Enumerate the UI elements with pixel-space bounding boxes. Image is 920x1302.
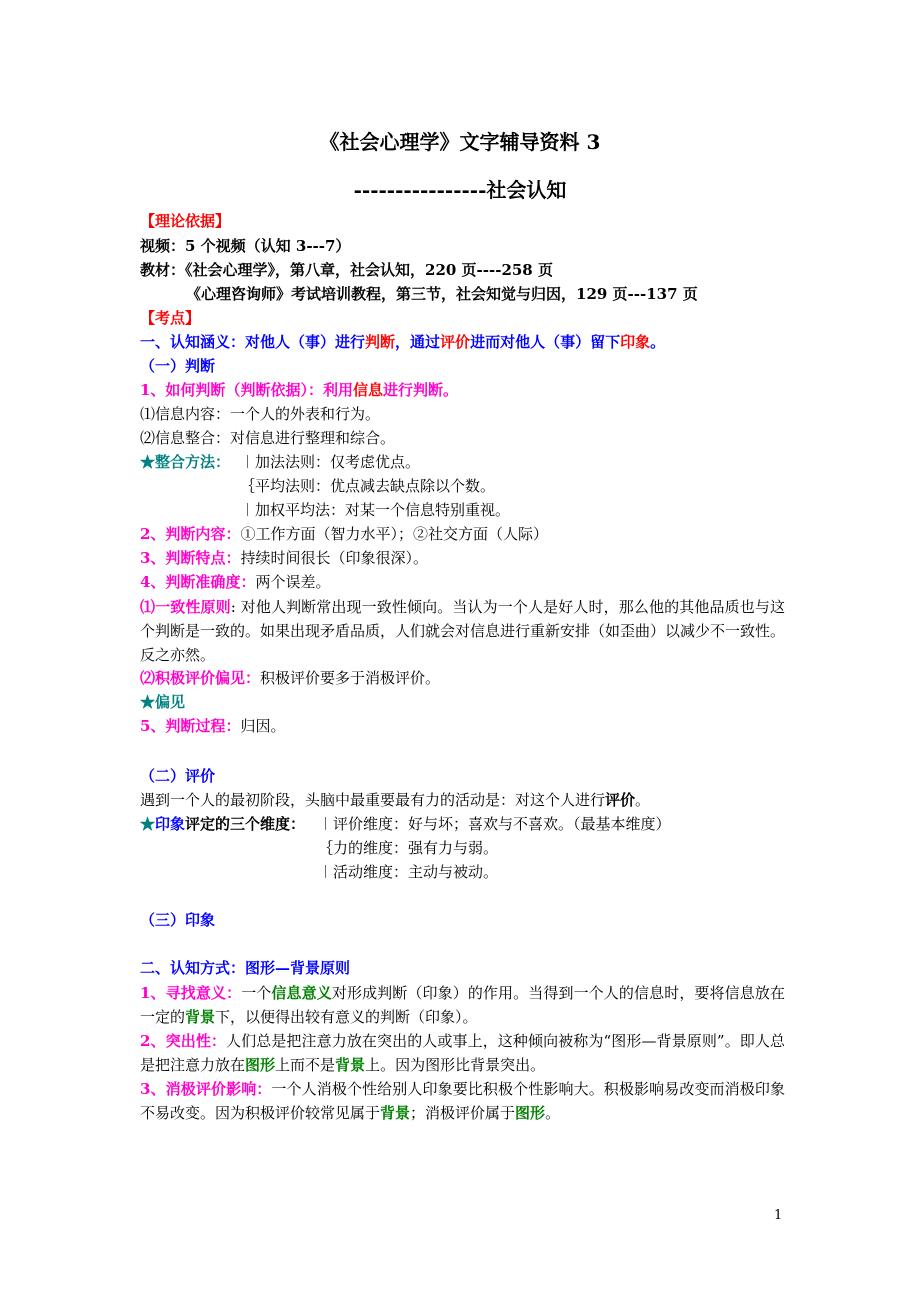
j1-text-2: 进行判断。 bbox=[382, 381, 458, 399]
m2-text-3: 上。因为图形比背景突出。 bbox=[365, 1056, 546, 1074]
m2-label: 2、突出性： bbox=[140, 1032, 227, 1050]
eval-text-2: 。 bbox=[635, 791, 651, 809]
info-content: ⑴信息内容：一个人的外表和行为。 bbox=[140, 405, 381, 423]
m1-text-3: 下，以便得出较有意义的判断（印象）。 bbox=[215, 1008, 478, 1026]
dims-label: 评定的三个维度： bbox=[185, 815, 306, 833]
textbook-line-1: 教材：《社会心理学》，第八章，社会认知，220 页----258 页 bbox=[140, 261, 553, 279]
judgment-process bbox=[140, 715, 285, 737]
eval-bold: 评价 bbox=[605, 791, 636, 809]
m2-green-2: 背景 bbox=[335, 1056, 366, 1074]
dimension-activity: ︱活动维度：主动与被动。 bbox=[318, 863, 499, 881]
dimension-power: ｛力的维度：强有力与弱。 bbox=[318, 839, 499, 857]
s1-text-3: 进而对他人（事）留下 bbox=[470, 333, 621, 351]
j5-text: 归因。 bbox=[240, 717, 286, 735]
evaluation-text bbox=[140, 789, 650, 811]
j3-text: 持续时间很长（印象很深）。 bbox=[240, 549, 428, 567]
j2-label: 2、判断内容： bbox=[140, 525, 241, 543]
textbook-line-2: 《心理咨询师》考试培训教程，第三节，社会知觉与归因，129 页---137 页 bbox=[186, 285, 698, 303]
dimension-evaluation: ︱评价维度：好与坏；喜欢与不喜欢。（最基本维度） bbox=[318, 815, 671, 833]
judgment-content bbox=[140, 523, 548, 545]
judgment-basis bbox=[140, 379, 458, 401]
m1-text-1: 一个 bbox=[241, 984, 272, 1002]
m3-text-2: ；消极评价属于 bbox=[410, 1104, 516, 1122]
negative-evaluation-effect bbox=[140, 1077, 785, 1125]
s1-text-2: ，通过 bbox=[395, 333, 441, 351]
j1-text-1: 1、如何判断（判断依据）：利用 bbox=[140, 381, 353, 399]
m3-text-3: 。 bbox=[545, 1104, 561, 1122]
star-icon: ★ bbox=[140, 815, 156, 833]
m2-green-1: 图形 bbox=[245, 1056, 276, 1074]
j4a-text: : 对他人判断常出现一致性倾向。当认为一个人是好人时，那么他的其他品质也与这个判断是一致的。如果出现矛盾品质，人们就会对信息进行重新安排（如歪曲）以减少不一致性。反之亦然。 bbox=[140, 598, 786, 664]
s1-text-4: 。 bbox=[650, 333, 666, 351]
section-1-heading bbox=[140, 331, 665, 353]
s1-evaluate: 评价 bbox=[440, 333, 471, 351]
s1-text-1: 一、认知涵义：对他人（事）进行 bbox=[140, 333, 366, 351]
subsection-evaluation: （二）评价 bbox=[140, 767, 216, 785]
s1-judge: 判断 bbox=[365, 333, 396, 351]
dims-impression: 印象 bbox=[155, 815, 186, 833]
j2-text: ①工作方面（智力水平）；②社交方面（人际） bbox=[240, 525, 548, 543]
info-integration: ⑵信息整合：对信息进行整理和综合。 bbox=[140, 429, 396, 447]
consistency-principle bbox=[140, 595, 785, 667]
prejudice-label: ★偏见 bbox=[140, 693, 186, 711]
theory-heading: 【理论依据】 bbox=[140, 212, 231, 230]
judgment-accuracy bbox=[140, 571, 330, 593]
m1-label: 1、寻找意义： bbox=[140, 984, 242, 1002]
m3-label: 3、消极评价影响： bbox=[140, 1080, 272, 1098]
method-average-rule: ｛平均法则：优点减去缺点除以个数。 bbox=[240, 477, 496, 495]
section-2-heading: 二、认知方式：图形—背景原则 bbox=[140, 959, 351, 977]
j1-info: 信息 bbox=[352, 381, 383, 399]
m2-text-2: 上而不是 bbox=[275, 1056, 336, 1074]
integration-method-label: ★整合方法： bbox=[140, 453, 231, 471]
positive-bias bbox=[140, 667, 440, 689]
subsection-judgment: （一）判断 bbox=[140, 357, 216, 375]
three-dimensions-label bbox=[140, 813, 305, 835]
judgment-feature bbox=[140, 547, 428, 569]
salience bbox=[140, 1029, 785, 1077]
method-weighted-average: ︱加权平均法：对某一个信息特别重视。 bbox=[240, 501, 511, 519]
j3-label: 3、判断特点： bbox=[140, 549, 241, 567]
m3-green-2: 图形 bbox=[515, 1104, 546, 1122]
m3-text-1: 一个人消极个性给别人印象要比积极个性影响大。积极影响易改变而消极印象不易改变。因为积极评价较常见属于 bbox=[140, 1080, 785, 1122]
s1-impression: 印象 bbox=[620, 333, 651, 351]
document-title: 《社会心理学》文字辅导资料 3 bbox=[319, 130, 601, 154]
document-subtitle: ----------------社会认知 bbox=[353, 178, 567, 202]
m1-text-2: 对形成判断（印象）的作用。当得到一个人的信息时，要将信息放在一定的 bbox=[140, 984, 785, 1026]
j4a-label: ⑴一致性原则 bbox=[140, 598, 231, 616]
j4b-text: 积极评价要多于消极评价。 bbox=[260, 669, 441, 687]
exam-heading: 【考点】 bbox=[140, 309, 201, 327]
subsection-impression: （三）印象 bbox=[140, 911, 216, 929]
page-number: 1 bbox=[774, 1208, 783, 1223]
method-add-rule: ︱加法法则：仅考虑优点。 bbox=[240, 453, 421, 471]
video-line: 视频：5 个视频（认知 3---7） bbox=[140, 237, 351, 255]
m3-green-1: 背景 bbox=[380, 1104, 411, 1122]
j4-text: 两个误差。 bbox=[255, 573, 331, 591]
j4-label: 4、判断准确度： bbox=[140, 573, 256, 591]
m2-text-1: 人们总是把注意力放在突出的人或事上，这种倾向被称为“图形—背景原则”。即人总是把注意力放在 bbox=[140, 1032, 785, 1074]
j4b-label: ⑵积极评价偏见： bbox=[140, 669, 261, 687]
eval-text-1: 遇到一个人的最初阶段，头脑中最重要最有力的活动是：对这个人进行 bbox=[140, 791, 606, 809]
seek-meaning bbox=[140, 981, 785, 1029]
m1-green-2: 背景 bbox=[185, 1008, 216, 1026]
m1-green-1: 信息意义 bbox=[271, 984, 332, 1002]
j5-label: 5、判断过程： bbox=[140, 717, 241, 735]
